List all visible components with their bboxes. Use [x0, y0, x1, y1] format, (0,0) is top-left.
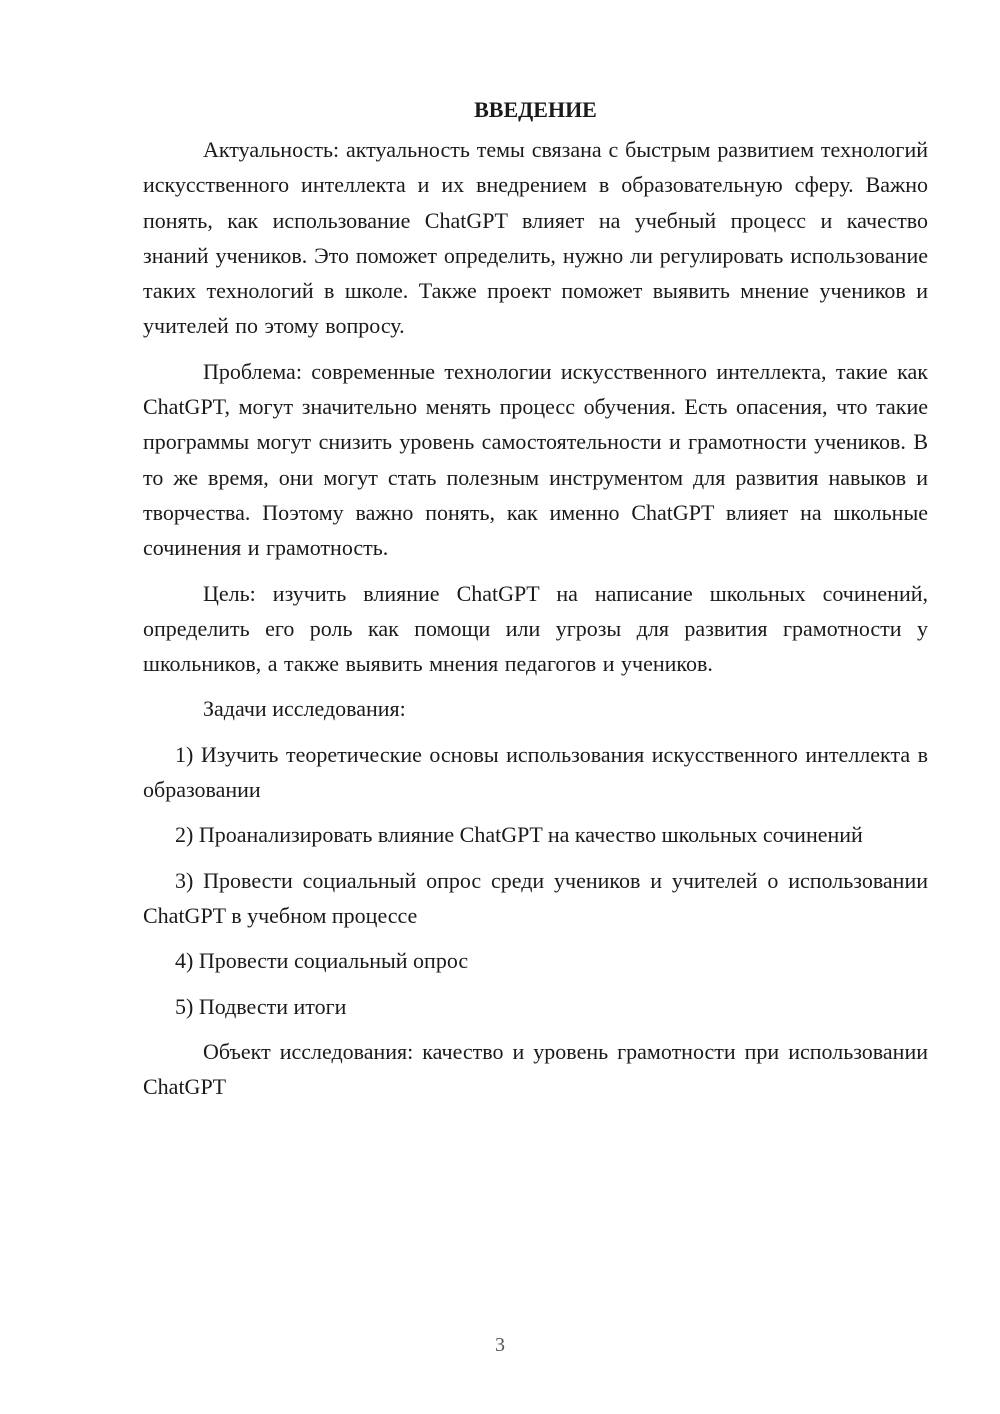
page-title: ВВЕДЕНИЕ — [474, 97, 597, 122]
task-number: 1) — [175, 741, 194, 767]
page-number: 3 — [495, 1334, 505, 1356]
goal-paragraph: Цель: изучить влияние ChatGPT на написание школьных сочинений, определить его роль как помощи или угрозы для развития грамотности у школьников, а также выявить мнения педагогов и учеников. — [143, 580, 928, 677]
task-text: Изучить теоретические основы использования искусственного интеллекта в образовании — [143, 741, 928, 803]
object-paragraph: Объект исследования: качество и уровень грамотности при использовании ChatGPT — [143, 1038, 928, 1100]
task-item — [143, 817, 928, 852]
task-item — [143, 989, 928, 1024]
relevance-paragraph: Актуальность: актуальность темы связана с быстрым развитием технологий искусственного интеллекта и их внедрением в образовательную сферу. Важно понять, как использование ChatGPT влияет на учебный процесс и качество знаний учеников. Это поможет определить, нужно ли регулировать использование таких технологий в школе. Также проект поможет выявить мнение учеников и учителей по этому вопросу. — [143, 137, 928, 339]
task-item — [143, 737, 928, 808]
task-text: Подвести итоги — [198, 993, 347, 1019]
task-text: Провести социальный опрос среди учеников и учителей о использовании ChatGPT в учебном процессе — [143, 867, 928, 928]
task-item — [143, 863, 928, 934]
document-page — [143, 92, 928, 1114]
task-number: 2) — [175, 822, 194, 848]
task-number: 4) — [175, 948, 194, 974]
tasks-title: Задачи исследования: — [203, 696, 406, 722]
task-item — [143, 943, 928, 978]
task-text: Провести социальный опрос — [198, 948, 469, 974]
task-text: Проанализировать влияние ChatGPT на качество школьных сочинений — [198, 822, 863, 848]
problem-paragraph: Проблема: современные технологии искусственного интеллекта, такие как ChatGPT, могут значительно менять процесс обучения. Есть опасения, что такие программы могут снизить уровень самостоятельности и грамотности учеников. В то же время, они могут стать полезным инструментом для развития навыков и творчества. Поэтому важно понять, как именно ChatGPT влияет на школьные сочинения и грамотность. — [143, 358, 928, 561]
task-number: 3) — [175, 867, 194, 893]
task-number: 5) — [175, 993, 194, 1019]
